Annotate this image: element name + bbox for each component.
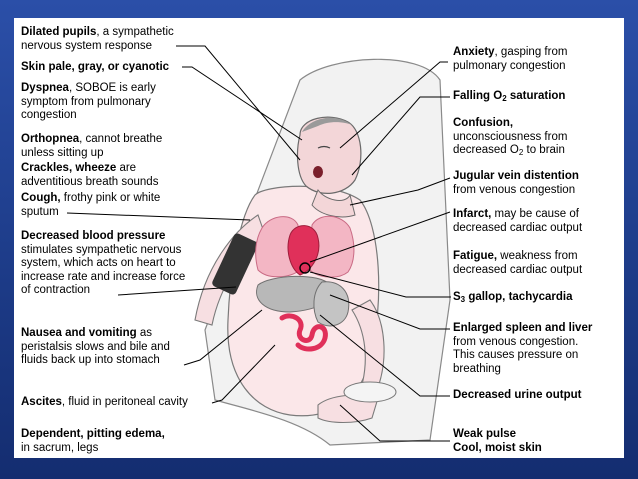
stomach [314, 282, 349, 326]
label-nausea: Nausea and vomiting as peristalsis slows and bile and fluids back up into stomach [21, 327, 170, 367]
label-anxiety: Anxiety, gasping from pulmonary congestion [453, 46, 568, 72]
label-confusion: Confusion, unconsciousness from decreased $O_2$ to brain [453, 117, 568, 158]
label-ascites: Ascites, fluid in peritoneal cavity [21, 396, 188, 408]
label-infarct: Infarct, may be cause of decreased cardiac output [453, 208, 583, 234]
label-edema: Dependent, pitting edema, in sacrum, legs [21, 428, 165, 454]
label-orthopnea: Orthopnea, cannot breathe unless sitting up [21, 133, 163, 159]
label-fatigue: Fatigue, weakness from decreased cardiac output [453, 250, 583, 276]
label-dilated-pupils: Dilated pupils, a sympathetic nervous system response [21, 26, 174, 52]
label-jugular: Jugular vein distention from venous congestion [453, 170, 579, 196]
mouth [313, 166, 323, 178]
label-dyspnea: Dyspnea, SOBOE is early symptom from pulmonary congestion [21, 82, 156, 122]
label-o2-saturation: Falling $O_2$ saturation [453, 90, 566, 103]
label-blood-pressure: Decreased blood pressure stimulates sympathetic nervous system, which acts on heart to increase rate and increase force of contraction [21, 230, 186, 297]
label-crackles: Crackles, wheeze are adventitious breath sounds [21, 162, 159, 188]
label-cough: Cough, frothy pink or white sputum [21, 192, 161, 218]
label-spleen-liver: Enlarged spleen and liver from venous congestion. This causes pressure on breathing [453, 322, 593, 375]
knee [344, 382, 396, 402]
label-s3-gallop: $S_3$ gallop, tachycardia [453, 291, 573, 304]
label-urine-output: Decreased urine output [453, 389, 582, 401]
label-weak-pulse: Weak pulse Cool, moist skin [453, 428, 542, 454]
label-skin-pale: Skin pale, gray, or cyanotic [21, 61, 170, 73]
